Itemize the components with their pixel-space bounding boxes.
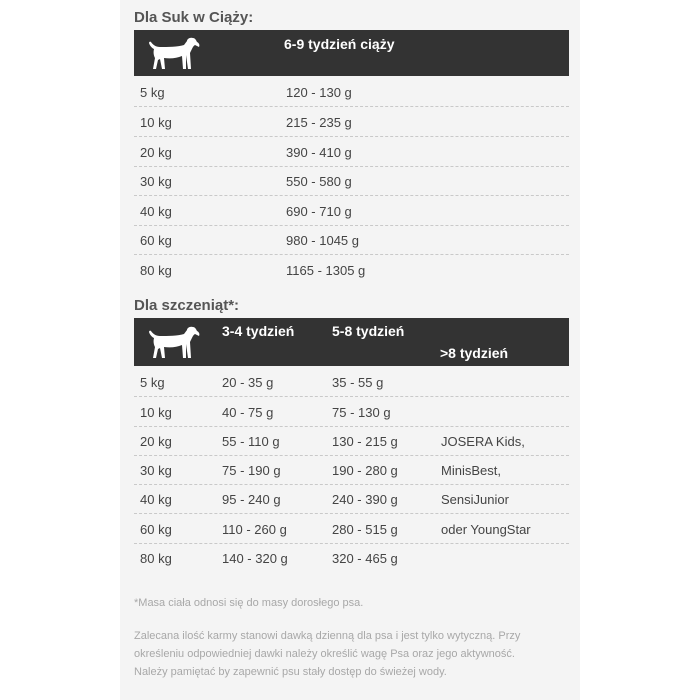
table-row	[134, 77, 569, 107]
amount-3-4-cell: 95 - 240 g	[222, 492, 281, 507]
weight-cell: 80 kg	[140, 551, 172, 566]
amount-5-8-cell: 130 - 215 g	[332, 434, 398, 449]
table-row	[134, 255, 569, 284]
amount-3-4-cell: 140 - 320 g	[222, 551, 288, 566]
weight-cell: 10 kg	[140, 405, 172, 420]
table-row	[134, 426, 569, 456]
weight-cell: 60 kg	[140, 522, 172, 537]
table-row	[134, 107, 569, 137]
disclaimer	[134, 627, 574, 681]
table-row	[134, 137, 569, 167]
amount-3-4-cell: 40 - 75 g	[222, 405, 274, 420]
table-row	[134, 455, 569, 485]
product-cell: oder YoungStar	[441, 522, 531, 537]
amount-cell: 550 - 580 g	[286, 174, 352, 189]
weight-cell: 20 kg	[140, 145, 172, 160]
weight-cell: 30 kg	[140, 174, 172, 189]
amount-cell: 120 - 130 g	[286, 85, 352, 100]
amount-cell: 690 - 710 g	[286, 204, 352, 219]
table-row	[134, 196, 569, 226]
amount-3-4-cell: 55 - 110 g	[222, 434, 280, 449]
weight-cell: 40 kg	[140, 492, 172, 507]
table-row	[134, 367, 569, 397]
disclaimer-line: określeniu odpowiedniej dawki należy określić wagę Psa oraz jego aktywność.	[134, 648, 515, 660]
pregnant-table-header	[134, 30, 569, 76]
amount-cell: 215 - 235 g	[286, 115, 352, 130]
product-cell: MinisBest,	[441, 463, 501, 478]
amount-5-8-cell: 190 - 280 g	[332, 463, 398, 478]
amount-cell: 1165 - 1305 g	[286, 263, 366, 278]
product-cell: JOSERA Kids,	[441, 434, 525, 449]
weight-cell: 60 kg	[140, 233, 172, 248]
pregnant-header-weeks: 6-9 tydzień ciąży	[284, 36, 395, 52]
pregnant-section-title: Dla Suk w Ciąży:	[134, 9, 254, 26]
table-row	[134, 225, 569, 255]
weight-cell: 30 kg	[140, 463, 172, 478]
puppies-header-5-8-weeks: 5-8 tydzień	[332, 323, 405, 339]
footnote: *Masa ciała odnosi się do masy dorosłego psa.	[134, 597, 364, 609]
table-row	[134, 514, 569, 544]
amount-5-8-cell: 35 - 55 g	[332, 375, 384, 390]
table-row	[134, 484, 569, 514]
product-cell: SensiJunior	[441, 492, 509, 507]
amount-5-8-cell: 240 - 390 g	[332, 492, 398, 507]
puppies-header-3-4-weeks: 3-4 tydzień	[222, 323, 295, 339]
weight-cell: 20 kg	[140, 434, 172, 449]
dog-icon	[144, 325, 200, 361]
weight-cell: 10 kg	[140, 115, 172, 130]
amount-5-8-cell: 320 - 465 g	[332, 551, 398, 566]
table-row	[134, 397, 569, 427]
amount-3-4-cell: 75 - 190 g	[222, 463, 281, 478]
weight-cell: 5 kg	[140, 85, 165, 100]
amount-cell: 390 - 410 g	[286, 145, 352, 160]
amount-cell: 980 - 1045 g	[286, 233, 360, 248]
puppies-header-over-8-weeks: >8 tydzień	[440, 345, 509, 361]
weight-cell: 40 kg	[140, 204, 172, 219]
amount-5-8-cell: 280 - 515 g	[332, 522, 398, 537]
amount-3-4-cell: 110 - 260 g	[222, 522, 287, 537]
amount-5-8-cell: 75 - 130 g	[332, 405, 391, 420]
table-row	[134, 166, 569, 196]
disclaimer-line: Należy pamiętać by zapewnić psu stały dostęp do świeżej wody.	[134, 666, 447, 678]
table-row	[134, 543, 569, 572]
dog-icon	[144, 36, 200, 72]
puppies-section-title: Dla szczeniąt*:	[134, 297, 240, 314]
weight-cell: 5 kg	[140, 375, 165, 390]
puppies-table-header	[134, 318, 569, 366]
disclaimer-line: Zalecana ilość karmy stanowi dawką dzienną dla psa i jest tylko wytyczną. Przy	[134, 630, 521, 642]
amount-3-4-cell: 20 - 35 g	[222, 375, 274, 390]
weight-cell: 80 kg	[140, 263, 172, 278]
